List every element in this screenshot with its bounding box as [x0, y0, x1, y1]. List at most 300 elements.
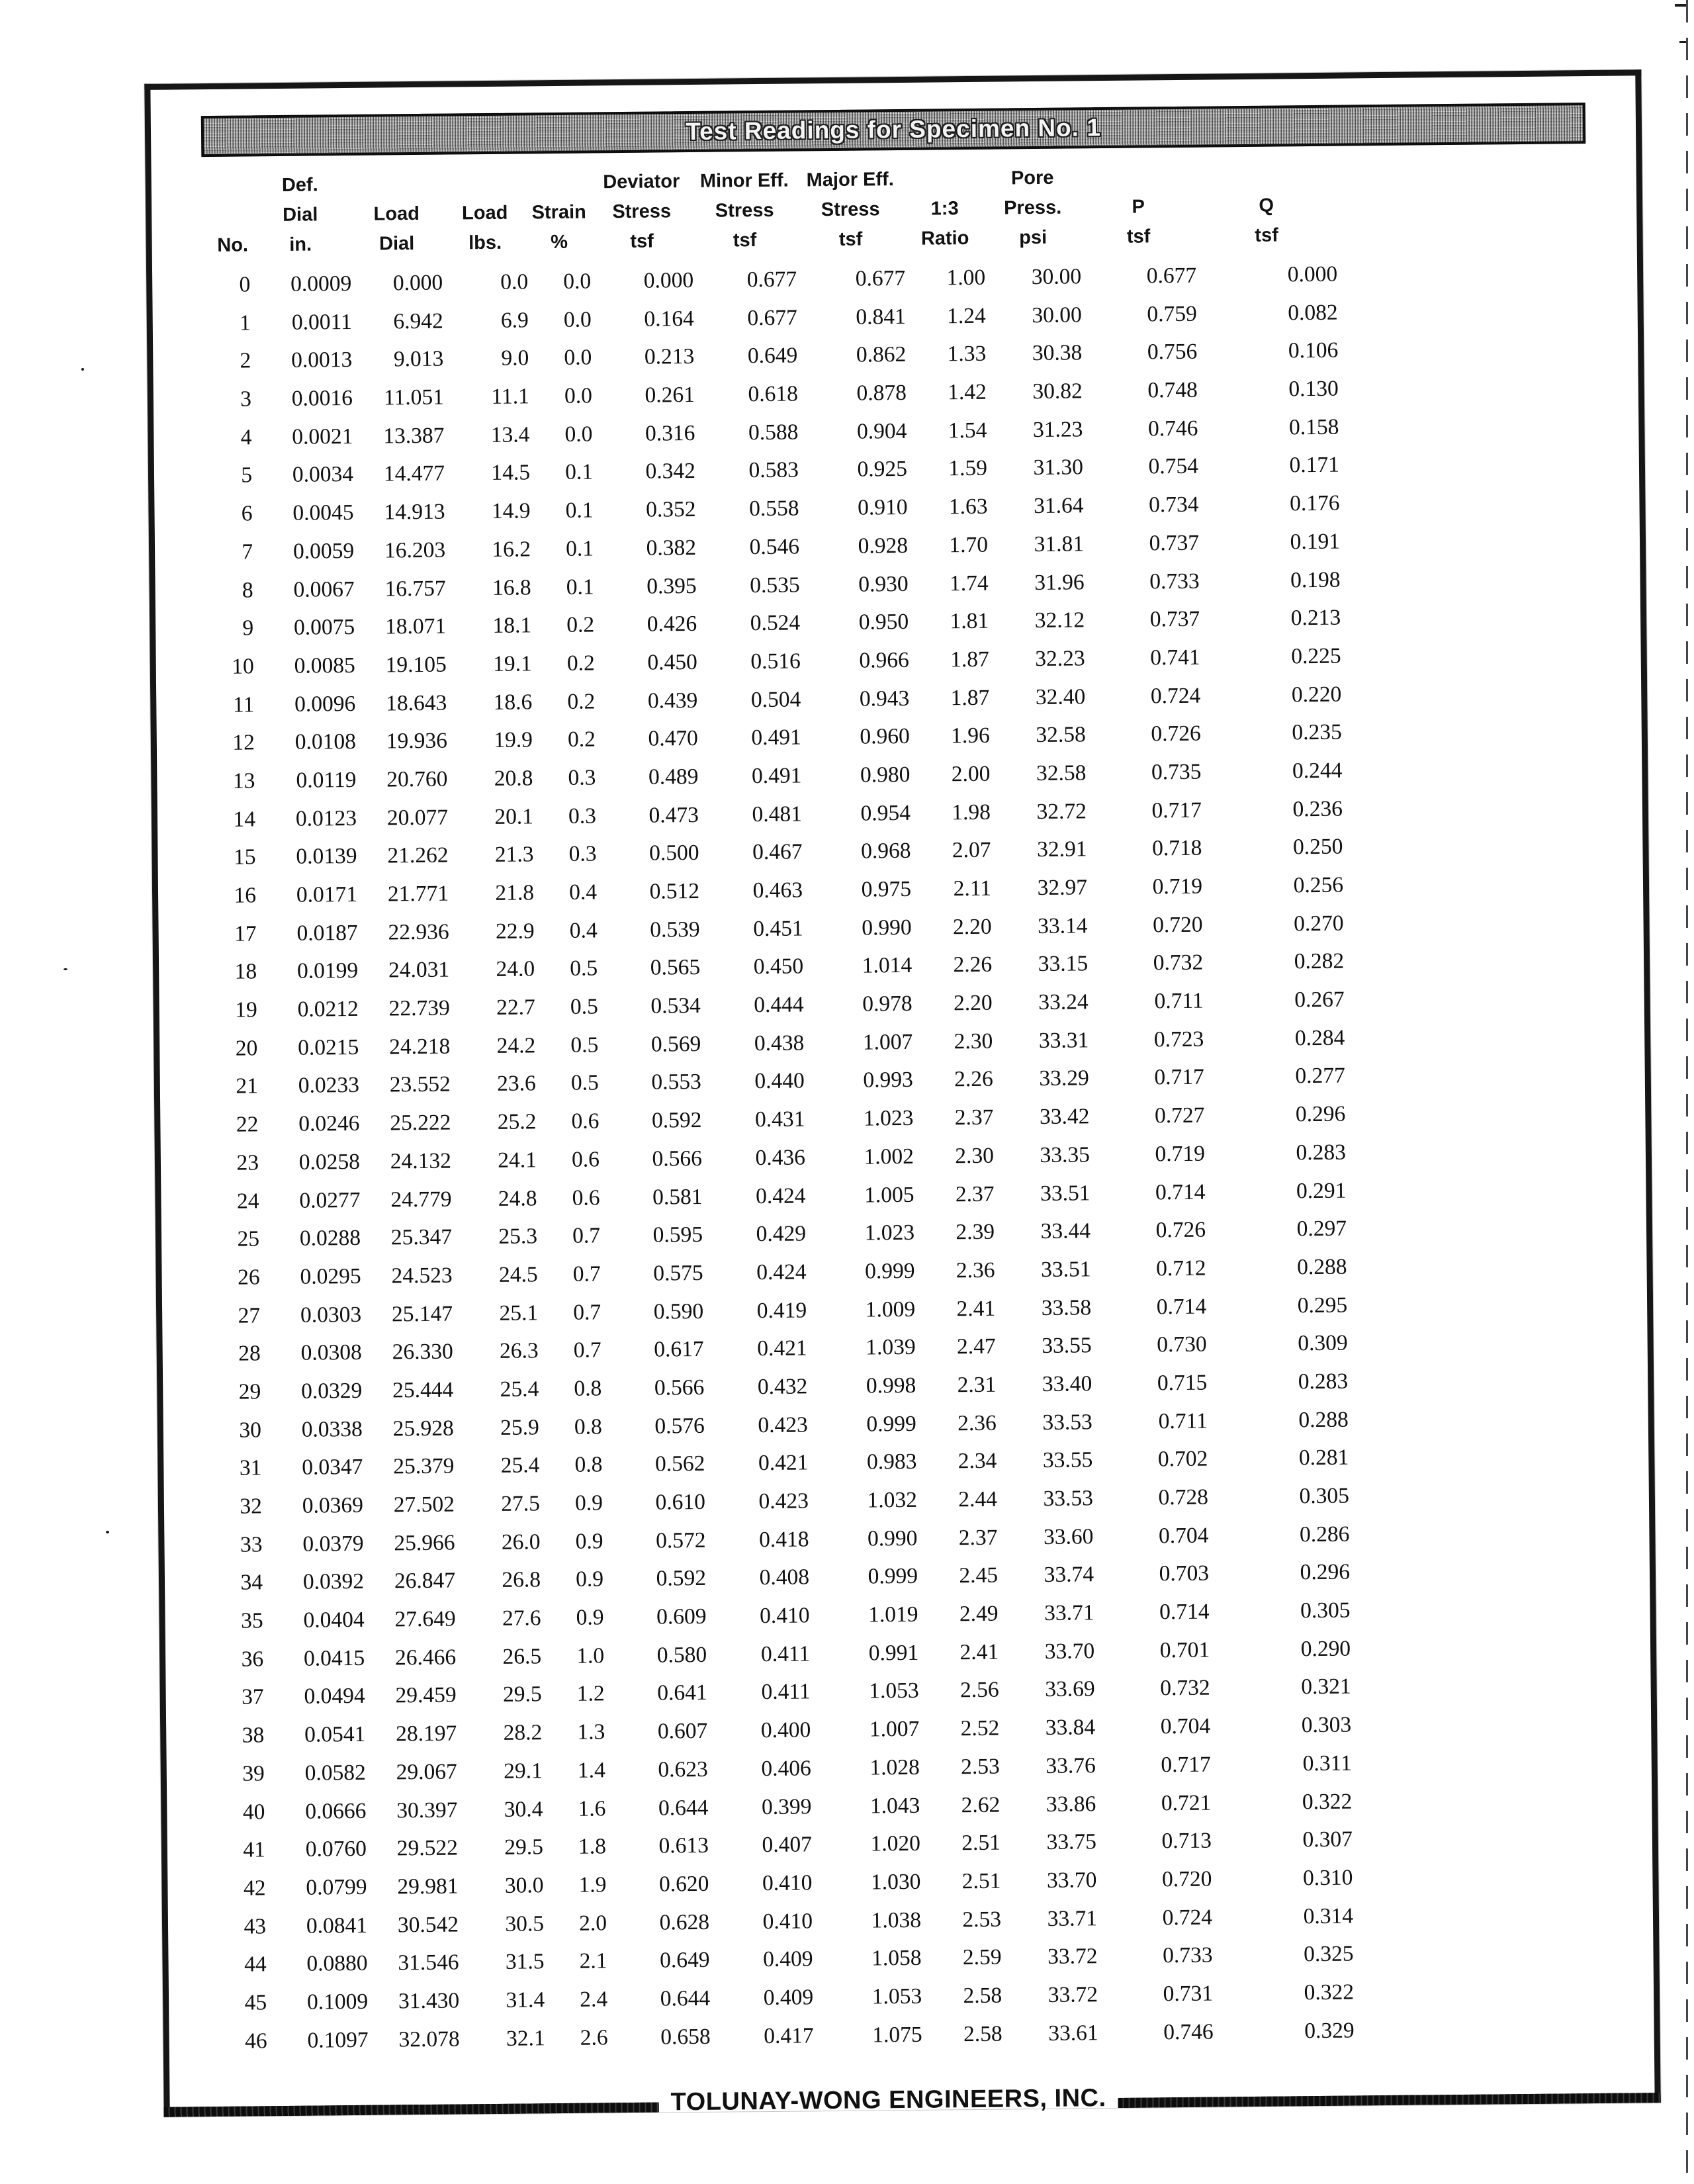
cell-pore-press-psi: 33.24: [1038, 989, 1089, 1015]
cell-p-tsf: 0.727: [1154, 1103, 1205, 1128]
cell-minor-eff-stress-tsf: 0.618: [748, 381, 799, 407]
cell-no: 41: [243, 1837, 266, 1862]
cell-def-dial-in: 0.0139: [296, 844, 357, 870]
cell-def-dial-in: 0.0295: [300, 1263, 361, 1289]
cell-minor-eff-stress-tsf: 0.491: [751, 725, 802, 751]
scan-speck: [81, 368, 84, 371]
cell-minor-eff-stress-tsf: 0.407: [762, 1832, 813, 1858]
cell-pore-press-psi: 33.86: [1046, 1791, 1096, 1817]
cell-major-eff-stress-tsf: 0.983: [866, 1449, 917, 1475]
cell-no: 27: [238, 1302, 261, 1328]
cell-q-tsf: 0.198: [1290, 567, 1341, 592]
cell-strain-pct: 0.3: [568, 803, 597, 829]
cell-load-lbs: 16.8: [492, 574, 531, 600]
cell-p-tsf: 0.724: [1150, 683, 1201, 708]
cell-load-dial: 19.105: [385, 652, 447, 678]
cell-p-tsf: 0.717: [1151, 797, 1202, 823]
cell-ratio-1-3: 2.30: [954, 1028, 993, 1054]
cell-load-lbs: 29.1: [504, 1758, 543, 1784]
cell-minor-eff-stress-tsf: 0.421: [758, 1450, 809, 1476]
cell-minor-eff-stress-tsf: 0.418: [758, 1527, 809, 1552]
cell-pore-press-psi: 33.58: [1041, 1295, 1092, 1320]
cell-def-dial-in: 0.1097: [307, 2027, 369, 2053]
cell-load-dial: 14.477: [383, 461, 445, 486]
cell-minor-eff-stress-tsf: 0.516: [750, 649, 801, 674]
cell-q-tsf: 0.296: [1295, 1101, 1346, 1127]
cell-pore-press-psi: 31.81: [1034, 531, 1085, 557]
cell-strain-pct: 1.6: [578, 1796, 606, 1821]
cell-strain-pct: 0.5: [570, 1070, 600, 1096]
cell-strain-pct: 0.9: [575, 1567, 604, 1592]
cell-major-eff-stress-tsf: 0.999: [865, 1258, 915, 1284]
cell-minor-eff-stress-tsf: 0.463: [752, 878, 803, 903]
cell-q-tsf: 0.310: [1302, 1865, 1353, 1891]
cell-pore-press-psi: 33.75: [1046, 1829, 1097, 1855]
cell-ratio-1-3: 2.58: [963, 2021, 1003, 2046]
cell-p-tsf: 0.677: [1146, 263, 1197, 289]
cell-def-dial-in: 0.1009: [306, 1989, 369, 2015]
cell-major-eff-stress-tsf: 0.975: [861, 876, 912, 902]
cell-load-dial: 26.330: [392, 1339, 453, 1365]
cell-q-tsf: 0.321: [1301, 1674, 1351, 1700]
cell-major-eff-stress-tsf: 0.966: [859, 647, 909, 673]
cell-strain-pct: 0.2: [567, 727, 596, 752]
cell-pore-press-psi: 33.14: [1038, 913, 1088, 938]
cell-deviator-stress-tsf: 0.439: [647, 688, 698, 713]
cell-deviator-stress-tsf: 0.534: [650, 993, 701, 1019]
cell-def-dial-in: 0.0392: [302, 1569, 365, 1595]
cell-ratio-1-3: 2.45: [959, 1563, 999, 1588]
cell-def-dial-in: 0.0338: [301, 1416, 363, 1442]
cell-minor-eff-stress-tsf: 0.440: [754, 1068, 805, 1094]
cell-pore-press-psi: 33.84: [1045, 1715, 1096, 1741]
cell-major-eff-stress-tsf: 0.999: [868, 1564, 918, 1589]
cell-minor-eff-stress-tsf: 0.421: [757, 1336, 807, 1361]
cell-q-tsf: 0.329: [1304, 2018, 1355, 2043]
cell-load-dial: 22.739: [388, 995, 450, 1021]
cell-pore-press-psi: 32.97: [1037, 875, 1088, 901]
cell-pore-press-psi: 31.30: [1033, 455, 1084, 480]
cell-load-dial: 24.779: [390, 1187, 452, 1212]
cell-load-dial: 25.444: [392, 1377, 454, 1403]
cell-ratio-1-3: 2.20: [953, 990, 993, 1016]
cell-no: 36: [241, 1647, 264, 1672]
cell-load-dial: 29.459: [395, 1682, 457, 1708]
column-header-ratio-1-3: 1:3 Ratio: [920, 198, 969, 250]
cell-q-tsf: 0.284: [1294, 1025, 1345, 1051]
cell-strain-pct: 0.0: [564, 383, 593, 408]
footer-rule-right: [1118, 2093, 1661, 2108]
cell-pore-press-psi: 30.38: [1032, 340, 1083, 366]
cell-load-dial: 26.466: [394, 1645, 457, 1670]
cell-strain-pct: 0.0: [563, 307, 592, 332]
page-title: Test Readings for Specimen No. 1: [686, 114, 1101, 146]
cell-major-eff-stress-tsf: 0.925: [857, 457, 908, 482]
cell-deviator-stress-tsf: 0.580: [656, 1642, 707, 1668]
cell-ratio-1-3: 2.31: [957, 1372, 997, 1398]
cell-deviator-stress-tsf: 0.592: [651, 1108, 702, 1133]
cell-no: 19: [235, 997, 257, 1023]
cell-load-lbs: 21.8: [495, 880, 535, 905]
cell-deviator-stress-tsf: 0.000: [643, 267, 694, 293]
cell-def-dial-in: 0.0379: [302, 1531, 364, 1557]
cell-pore-press-psi: 32.23: [1035, 646, 1085, 671]
cell-major-eff-stress-tsf: 0.990: [867, 1525, 918, 1551]
cell-major-eff-stress-tsf: 0.978: [862, 991, 913, 1017]
cell-minor-eff-stress-tsf: 0.431: [754, 1107, 805, 1132]
cell-ratio-1-3: 2.20: [952, 914, 992, 939]
cell-def-dial-in: 0.0494: [304, 1684, 365, 1709]
cell-deviator-stress-tsf: 0.450: [647, 649, 697, 675]
cell-strain-pct: 0.3: [568, 841, 597, 867]
cell-load-lbs: 19.9: [494, 727, 533, 753]
cell-minor-eff-stress-tsf: 0.410: [762, 1870, 813, 1895]
cell-p-tsf: 0.714: [1155, 1179, 1206, 1205]
cell-no: 38: [242, 1723, 265, 1748]
cell-pore-press-psi: 33.40: [1042, 1371, 1092, 1396]
cell-minor-eff-stress-tsf: 0.411: [760, 1641, 811, 1666]
cell-major-eff-stress-tsf: 0.910: [857, 495, 908, 520]
cell-minor-eff-stress-tsf: 0.583: [748, 457, 799, 483]
cell-no: 2: [240, 348, 251, 373]
cell-q-tsf: 0.281: [1298, 1445, 1349, 1471]
cell-load-lbs: 6.9: [500, 308, 529, 333]
cell-def-dial-in: 0.0277: [299, 1187, 361, 1213]
cell-deviator-stress-tsf: 0.613: [658, 1833, 709, 1858]
cell-major-eff-stress-tsf: 1.053: [871, 1983, 922, 2009]
cell-load-dial: 19.936: [386, 728, 448, 754]
cell-strain-pct: 0.1: [566, 536, 594, 561]
cell-minor-eff-stress-tsf: 0.535: [750, 572, 800, 598]
cell-ratio-1-3: 1.87: [950, 685, 990, 710]
cell-deviator-stress-tsf: 0.592: [656, 1566, 707, 1591]
cell-p-tsf: 0.741: [1150, 645, 1200, 670]
scan-speck: [64, 968, 67, 970]
cell-def-dial-in: 0.0582: [304, 1760, 366, 1786]
cell-deviator-stress-tsf: 0.644: [658, 1795, 709, 1821]
cell-load-lbs: 24.5: [498, 1262, 538, 1287]
cell-load-dial: 20.760: [386, 766, 448, 792]
cell-p-tsf: 0.702: [1157, 1446, 1208, 1472]
cell-load-dial: 24.132: [390, 1148, 452, 1174]
cell-pore-press-psi: 33.55: [1042, 1333, 1092, 1359]
cell-minor-eff-stress-tsf: 0.481: [752, 801, 803, 827]
cell-deviator-stress-tsf: 0.489: [648, 764, 699, 790]
cell-deviator-stress-tsf: 0.617: [654, 1337, 704, 1362]
cell-no: 0: [239, 272, 251, 297]
cell-q-tsf: 0.270: [1294, 911, 1344, 936]
cell-q-tsf: 0.286: [1299, 1522, 1350, 1547]
cell-p-tsf: 0.719: [1155, 1141, 1206, 1167]
cell-deviator-stress-tsf: 0.609: [656, 1604, 707, 1629]
cell-load-lbs: 24.1: [498, 1148, 537, 1173]
cell-strain-pct: 1.2: [576, 1681, 605, 1707]
cell-def-dial-in: 0.0045: [292, 500, 354, 525]
cell-strain-pct: 1.8: [578, 1834, 607, 1859]
cell-def-dial-in: 0.0347: [302, 1455, 363, 1480]
cell-def-dial-in: 0.0303: [300, 1302, 362, 1328]
cell-ratio-1-3: 2.62: [961, 1792, 1001, 1817]
cell-ratio-1-3: 2.47: [956, 1334, 996, 1359]
cell-major-eff-stress-tsf: 0.998: [866, 1373, 916, 1398]
cell-major-eff-stress-tsf: 1.038: [871, 1907, 922, 1933]
cell-strain-pct: 0.7: [572, 1223, 601, 1248]
cell-minor-eff-stress-tsf: 0.429: [756, 1221, 807, 1247]
cell-minor-eff-stress-tsf: 0.423: [758, 1488, 809, 1514]
cell-deviator-stress-tsf: 0.641: [657, 1680, 707, 1706]
scan-edge-artifact: [1686, 0, 1688, 2184]
cell-ratio-1-3: 2.49: [959, 1601, 999, 1627]
cell-load-dial: 24.218: [388, 1034, 451, 1060]
cell-strain-pct: 1.9: [578, 1872, 607, 1897]
cell-minor-eff-stress-tsf: 0.504: [750, 687, 801, 712]
cell-q-tsf: 0.235: [1292, 719, 1342, 745]
cell-q-tsf: 0.322: [1304, 1979, 1355, 2005]
cell-load-lbs: 27.6: [502, 1606, 541, 1631]
cell-load-dial: 25.966: [394, 1530, 455, 1556]
cell-load-lbs: 21.3: [494, 842, 534, 868]
cell-p-tsf: 0.715: [1157, 1370, 1208, 1396]
cell-load-lbs: 11.1: [491, 384, 530, 409]
cell-major-eff-stress-tsf: 0.954: [860, 800, 911, 826]
cell-load-dial: 24.031: [388, 957, 450, 983]
cell-q-tsf: 0.288: [1296, 1254, 1347, 1280]
cell-deviator-stress-tsf: 0.572: [655, 1527, 706, 1553]
cell-major-eff-stress-tsf: 1.020: [870, 1831, 921, 1856]
cell-ratio-1-3: 2.37: [958, 1525, 998, 1550]
cell-load-dial: 30.397: [396, 1797, 458, 1823]
cell-load-dial: 21.262: [387, 842, 449, 868]
cell-q-tsf: 0.277: [1295, 1064, 1345, 1089]
cell-strain-pct: 0.5: [570, 956, 598, 981]
cell-def-dial-in: 0.0085: [294, 653, 355, 678]
cell-no: 39: [242, 1761, 265, 1786]
cell-p-tsf: 0.748: [1147, 377, 1198, 403]
cell-no: 7: [242, 539, 253, 565]
cell-q-tsf: 0.250: [1292, 834, 1343, 860]
cell-q-tsf: 0.311: [1302, 1751, 1352, 1776]
cell-minor-eff-stress-tsf: 0.467: [752, 839, 803, 865]
cell-q-tsf: 0.158: [1288, 414, 1339, 440]
cell-deviator-stress-tsf: 0.658: [660, 2024, 711, 2050]
cell-def-dial-in: 0.0075: [293, 615, 355, 640]
cell-minor-eff-stress-tsf: 0.410: [762, 1908, 813, 1934]
cell-no: 37: [242, 1684, 264, 1710]
cell-def-dial-in: 0.0013: [291, 347, 353, 373]
cell-deviator-stress-tsf: 0.607: [657, 1718, 708, 1744]
cell-no: 12: [232, 730, 255, 755]
column-header-p-tsf: P tsf: [1126, 196, 1151, 248]
cell-strain-pct: 0.9: [576, 1605, 604, 1630]
cell-deviator-stress-tsf: 0.512: [649, 878, 700, 904]
cell-strain-pct: 0.2: [567, 688, 596, 714]
cell-p-tsf: 0.714: [1159, 1599, 1210, 1625]
cell-ratio-1-3: 2.39: [956, 1219, 995, 1245]
cell-no: 31: [239, 1455, 262, 1480]
cell-pore-press-psi: 33.60: [1043, 1524, 1094, 1549]
cell-strain-pct: 0.8: [574, 1414, 602, 1439]
cell-ratio-1-3: 2.07: [952, 838, 991, 863]
cell-strain-pct: 0.2: [566, 651, 595, 676]
cell-no: 3: [240, 387, 252, 412]
cell-deviator-stress-tsf: 0.595: [652, 1222, 703, 1248]
cell-ratio-1-3: 2.36: [957, 1410, 997, 1435]
cell-ratio-1-3: 1.81: [950, 608, 989, 634]
cell-minor-eff-stress-tsf: 0.450: [753, 954, 804, 979]
cell-pore-press-psi: 32.72: [1036, 798, 1087, 824]
column-header-deviator-stress-tsf: Deviator Stress tsf: [603, 171, 680, 252]
column-header-pore-press-psi: Pore Press. psi: [1003, 167, 1062, 249]
cell-strain-pct: 0.1: [565, 498, 594, 523]
cell-major-eff-stress-tsf: 1.058: [871, 1946, 922, 1971]
cell-deviator-stress-tsf: 0.569: [650, 1031, 701, 1057]
cell-q-tsf: 0.191: [1290, 529, 1341, 555]
cell-q-tsf: 0.291: [1296, 1178, 1347, 1203]
cell-p-tsf: 0.732: [1160, 1676, 1210, 1701]
cell-minor-eff-stress-tsf: 0.649: [747, 343, 798, 369]
cell-load-lbs: 9.0: [501, 345, 529, 371]
cell-load-dial: 18.643: [386, 690, 447, 716]
cell-load-dial: 14.913: [384, 499, 445, 525]
cell-ratio-1-3: 2.26: [954, 1067, 993, 1092]
cell-p-tsf: 0.704: [1158, 1523, 1209, 1549]
cell-major-eff-stress-tsf: 1.014: [862, 953, 913, 978]
cell-ratio-1-3: 2.44: [958, 1486, 998, 1512]
cell-load-lbs: 24.0: [496, 956, 535, 982]
cell-no: 15: [233, 844, 256, 870]
cell-load-lbs: 24.2: [496, 1033, 536, 1058]
cell-load-lbs: 29.5: [502, 1682, 542, 1707]
cell-deviator-stress-tsf: 0.473: [648, 802, 699, 828]
cell-load-dial: 31.546: [398, 1950, 459, 1976]
cell-minor-eff-stress-tsf: 0.419: [756, 1297, 807, 1323]
cell-def-dial-in: 0.0009: [290, 271, 352, 296]
cell-load-dial: 22.936: [388, 919, 449, 945]
cell-p-tsf: 0.711: [1154, 988, 1204, 1014]
cell-minor-eff-stress-tsf: 0.558: [748, 496, 799, 522]
table-body: [216, 252, 1654, 2060]
cell-def-dial-in: 0.0059: [292, 538, 355, 564]
cell-load-dial: 24.523: [391, 1263, 453, 1289]
cell-p-tsf: 0.754: [1148, 454, 1199, 479]
cell-q-tsf: 0.082: [1288, 300, 1338, 326]
cell-load-lbs: 26.5: [502, 1644, 542, 1669]
column-header-strain-pct: Strain %: [531, 201, 586, 253]
cell-no: 44: [244, 1952, 267, 1977]
cell-p-tsf: 0.723: [1153, 1026, 1204, 1052]
cell-ratio-1-3: 2.59: [962, 1944, 1002, 1970]
cell-load-dial: 25.147: [391, 1301, 453, 1326]
cell-load-lbs: 28.2: [503, 1720, 543, 1745]
cell-p-tsf: 0.713: [1161, 1828, 1212, 1854]
cell-no: 29: [238, 1379, 261, 1404]
cell-minor-eff-stress-tsf: 0.423: [758, 1412, 808, 1437]
cell-no: 26: [237, 1265, 260, 1290]
cell-major-eff-stress-tsf: 1.002: [864, 1144, 914, 1169]
cell-strain-pct: 0.8: [574, 1452, 603, 1478]
cell-minor-eff-stress-tsf: 0.432: [757, 1374, 808, 1400]
cell-load-lbs: 18.1: [492, 613, 532, 639]
cell-p-tsf: 0.704: [1160, 1713, 1211, 1739]
cell-q-tsf: 0.282: [1294, 948, 1345, 974]
cell-no: 42: [243, 1876, 266, 1901]
cell-minor-eff-stress-tsf: 0.417: [764, 2023, 814, 2048]
cell-major-eff-stress-tsf: 0.999: [866, 1411, 916, 1437]
cell-pore-press-psi: 33.35: [1040, 1142, 1091, 1167]
cell-pore-press-psi: 32.91: [1036, 837, 1087, 862]
cell-def-dial-in: 0.0329: [300, 1378, 363, 1404]
cell-load-dial: 11.051: [383, 385, 445, 410]
cell-strain-pct: 0.5: [570, 1032, 599, 1058]
cell-deviator-stress-tsf: 0.566: [652, 1146, 703, 1171]
cell-q-tsf: 0.309: [1298, 1330, 1348, 1356]
cell-p-tsf: 0.733: [1162, 1942, 1213, 1968]
cell-pore-press-psi: 33.53: [1043, 1486, 1094, 1511]
cell-p-tsf: 0.717: [1154, 1065, 1204, 1090]
cell-strain-pct: 0.2: [566, 612, 595, 638]
cell-ratio-1-3: 2.52: [960, 1715, 1000, 1741]
cell-pore-press-psi: 31.96: [1034, 569, 1085, 595]
cell-minor-eff-stress-tsf: 0.409: [763, 1946, 813, 1972]
cell-load-dial: 20.077: [386, 805, 449, 831]
cell-p-tsf: 0.712: [1156, 1255, 1206, 1281]
cell-major-eff-stress-tsf: 1.023: [863, 1105, 914, 1131]
cell-deviator-stress-tsf: 0.590: [653, 1298, 704, 1324]
readings-table: [215, 158, 1654, 2060]
cell-p-tsf: 0.746: [1163, 2019, 1214, 2044]
cell-deviator-stress-tsf: 0.342: [645, 459, 696, 484]
cell-no: 30: [239, 1417, 262, 1443]
cell-p-tsf: 0.701: [1159, 1637, 1210, 1663]
cell-load-dial: 16.203: [384, 537, 446, 563]
column-header-q-tsf: Q tsf: [1255, 195, 1278, 246]
cell-major-eff-stress-tsf: 0.677: [855, 265, 906, 291]
cell-q-tsf: 0.283: [1298, 1369, 1349, 1394]
cell-load-dial: 6.942: [393, 308, 443, 334]
column-header-no: No.: [217, 234, 249, 256]
cell-q-tsf: 0.325: [1303, 1941, 1354, 1967]
cell-pore-press-psi: 30.00: [1031, 264, 1082, 290]
cell-load-lbs: 27.5: [501, 1491, 541, 1516]
cell-load-lbs: 26.8: [502, 1567, 541, 1593]
cell-load-lbs: 13.4: [490, 422, 530, 447]
cell-p-tsf: 0.728: [1158, 1484, 1209, 1510]
cell-major-eff-stress-tsf: 1.007: [862, 1029, 913, 1055]
company-name: TOLUNAY-WONG ENGINEERS, INC.: [670, 2084, 1106, 2116]
cell-major-eff-stress-tsf: 0.930: [858, 571, 909, 597]
cell-major-eff-stress-tsf: 0.878: [856, 380, 907, 406]
cell-pore-press-psi: 30.82: [1032, 379, 1083, 404]
cell-strain-pct: 0.9: [575, 1529, 603, 1554]
cell-no: 14: [233, 806, 256, 832]
cell-ratio-1-3: 2.53: [962, 1907, 1002, 1932]
cell-load-lbs: 31.4: [506, 1987, 545, 2013]
cell-load-lbs: 14.9: [491, 498, 531, 524]
cell-def-dial-in: 0.0021: [292, 424, 353, 449]
cell-ratio-1-3: 2.30: [955, 1143, 995, 1169]
cell-q-tsf: 0.171: [1289, 453, 1340, 478]
cell-load-lbs: 31.5: [505, 1949, 545, 1975]
cell-pore-press-psi: 33.71: [1044, 1600, 1094, 1626]
cell-strain-pct: 2.6: [580, 2025, 608, 2050]
cell-q-tsf: 0.307: [1302, 1827, 1353, 1852]
cell-ratio-1-3: 2.11: [953, 876, 992, 901]
cell-major-eff-stress-tsf: 0.943: [859, 686, 910, 711]
cell-load-dial: 25.222: [390, 1110, 451, 1136]
cell-def-dial-in: 0.0841: [306, 1913, 368, 1938]
cell-strain-pct: 1.4: [577, 1758, 605, 1783]
cell-load-lbs: 26.3: [499, 1338, 539, 1364]
